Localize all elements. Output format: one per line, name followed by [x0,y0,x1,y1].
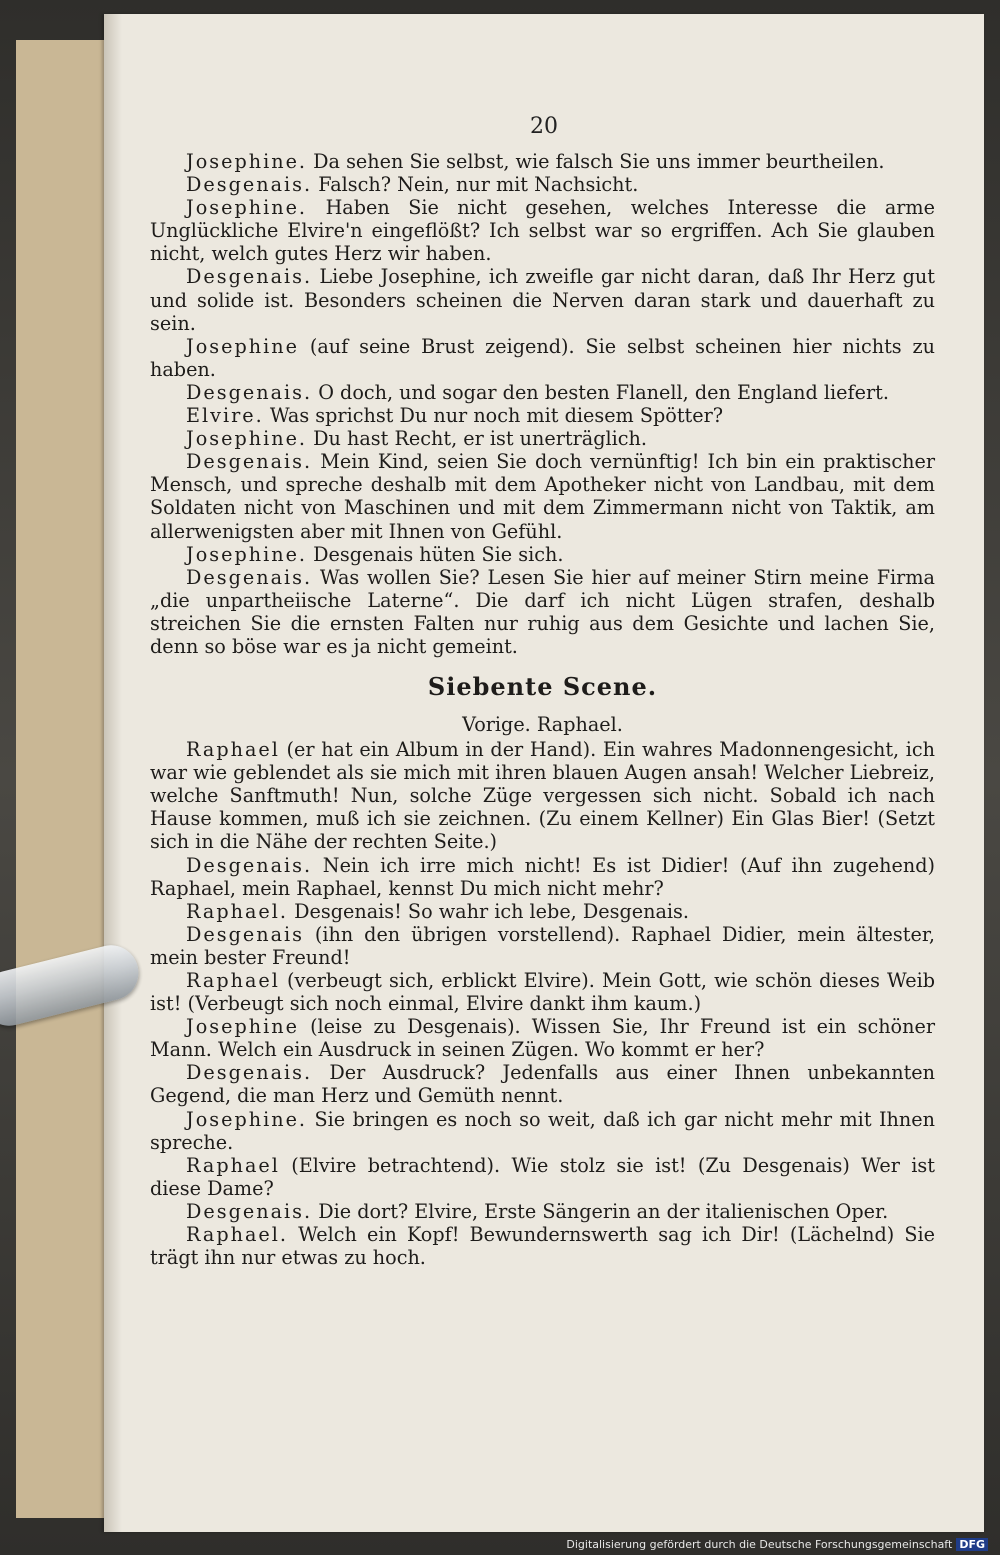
page-number: 20 [530,114,558,139]
dialogue-text: Desgenais! So wahr ich lebe, Desgenais. [294,899,689,923]
dialogue-paragraph [150,738,935,853]
dialogue-paragraph [150,543,935,566]
speaker-name: Josephine [186,334,299,358]
speaker-name: Josephine. [186,196,308,220]
credit-text: Digitalisierung gefördert durch die Deutsche Forschungsgemeinschaft [566,1538,953,1551]
speaker-name: Desgenais [186,922,305,946]
scene-heading: Siebente Scene. [427,672,658,702]
dialogue-text: (Elvire betrachtend). Wie stolz sie ist! (Zu Desgenais) Wer ist diese Dame? [150,1153,935,1200]
dialogue-paragraph [150,1223,935,1269]
dialogue-paragraph [150,150,935,173]
dialogue-text: Der Ausdruck? Jedenfalls aus einer Ihnen unbekannten Gegend, die man Herz und Gemüth nennt. [150,1061,935,1108]
dialogue-paragraph [150,450,935,542]
speaker-name: Desgenais. [186,1199,313,1223]
speaker-name: Desgenais. [186,853,313,877]
speaker-name: Desgenais. [186,380,313,404]
speaker-name: Raphael [186,738,280,762]
cast-line: Vorige. Raphael. [462,713,623,737]
speaker-name: Josephine. [186,150,308,173]
dialogue-paragraph [150,1108,935,1154]
dialogue-paragraph [150,335,935,381]
dialogue-paragraph [150,854,935,900]
dialogue-paragraph [150,381,935,404]
dialogue-text: Die dort? Elvire, Erste Sängerin an der italienischen Oper. [318,1199,889,1223]
speaker-name: Josephine. [186,542,308,566]
speaker-name: Desgenais. [186,173,313,197]
speaker-name: Raphael [186,969,280,992]
dialogue-text: Welch ein Kopf! Bewundernswerth sag ich Dir! (Lächelnd) Sie trägt ihn nur etwas zu hoch. [150,1223,935,1270]
speaker-name: Raphael. [186,899,288,923]
dialogue-text: Da sehen Sie selbst, wie falsch Sie uns immer beurtheilen. [313,150,885,173]
dialogue-text: Haben Sie nicht gesehen, welches Interesse die arme Unglückliche Elvire'n eingeflößt? Ich selbst war so ergriffen. Ach Sie glauben nicht, welch gutes Herz wir haben. [150,196,935,266]
dialogue-paragraph [150,923,935,969]
dialogue-paragraph [150,1015,935,1061]
speaker-name: Desgenais. [186,565,313,589]
speaker-name: Desgenais. [186,1061,313,1085]
dialogue-paragraph [150,173,935,196]
dialogue-text: Desgenais hüten Sie sich. [313,542,564,566]
speaker-name: Desgenais. [186,265,313,289]
dfg-logo-icon: DFG [956,1538,988,1551]
speaker-name: Elvire. [186,404,264,428]
dialogue-text: Du hast Recht, er ist unerträglich. [313,427,648,451]
speaker-name: Desgenais. [186,450,313,474]
dialogue-text: (ihn den übrigen vorstellend). Raphael Didier, mein ältester, mein bester Freund! [150,922,935,969]
dialogue-text: Nein ich irre mich nicht! Es ist Didier! (Auf ihn zugehend) Raphael, mein Raphael, kennst Du mich nicht mehr? [150,853,935,900]
digitization-credit [566,1538,988,1551]
dialogue-paragraph [150,196,935,265]
dialogue-text: Sie bringen es noch so weit, daß ich gar nicht mehr mit Ihnen spreche. [150,1107,935,1154]
dialogue-paragraph [150,265,935,334]
speaker-name: Josephine. [186,1107,308,1131]
dialogue-paragraph [150,1154,935,1200]
page-content [150,150,935,1269]
dialogue-paragraph [150,427,935,450]
dialogue-text: Mein Kind, seien Sie doch vernünftig! Ich bin ein praktischer Mensch, und spreche deshalb mit dem Apotheker nicht von Landbau, mit dem Soldaten nicht von Maschinen und mit dem Zimmermann nicht von Taktik, am allerwenigsten aber mit Ihnen von Gefühl. [150,450,935,543]
dialogue-text: Falsch? Nein, nur mit Nachsicht. [318,173,639,197]
dialogue-paragraph [150,1061,935,1107]
dialogue-text: (leise zu Desgenais). Wissen Sie, Ihr Freund ist ein schöner Mann. Welch ein Ausdruck in seinen Zügen. Wo kommt er her? [150,1015,935,1062]
speaker-name: Josephine [186,1015,299,1039]
dialogue-text: Liebe Josephine, ich zweifle gar nicht daran, daß Ihr Herz gut und solide ist. Besonders scheinen die Nerven daran stark und dauerhaft zu sein. [150,265,935,335]
dialogue-text: Was sprichst Du nur noch mit diesem Spötter? [269,404,724,428]
speaker-name: Raphael. [186,1223,288,1247]
dialogue-paragraph [150,566,935,658]
dialogue-text: Was wollen Sie? Lesen Sie hier auf meiner Stirn meine Firma „die unpartheiische Laterne“. Die darf ich nicht Lügen strafen, deshalb streichen Sie die ernsten Falten nur ruhig aus dem Gesichte und lachen Sie, denn so böse war es ja nicht gemeint. [150,565,935,658]
dialogue-paragraph [150,1200,935,1223]
dialogue-text: O doch, und sogar den besten Flanell, den England liefert. [318,380,889,404]
dialogue-paragraph [150,969,935,1015]
speaker-name: Josephine. [186,427,308,451]
dialogue-paragraph [150,404,935,427]
dialogue-text: (auf seine Brust zeigend). Sie selbst scheinen hier nichts zu haben. [150,334,935,381]
dialogue-text: (verbeugt sich, erblickt Elvire). Mein Gott, wie schön dieses Weib ist! (Verbeugt sich noch einmal, Elvire dankt ihm kaum.) [150,969,935,1016]
dialogue-text: (er hat ein Album in der Hand). Ein wahres Madonnengesicht, ich war wie geblendet als sie mich mit ihren blauen Augen ansah! Welcher Liebreiz, welche Sanftmuth! Nun, solche Züge vergessen sich nicht. Sobald ich nach Hause kommen, muß ich sie zeichnen. (Zu einem Kellner) Ein Glas Bier! (Setzt sich in die Nähe der rechten Seite.) [150,738,935,854]
dialogue-paragraph [150,900,935,923]
speaker-name: Raphael [186,1153,280,1177]
